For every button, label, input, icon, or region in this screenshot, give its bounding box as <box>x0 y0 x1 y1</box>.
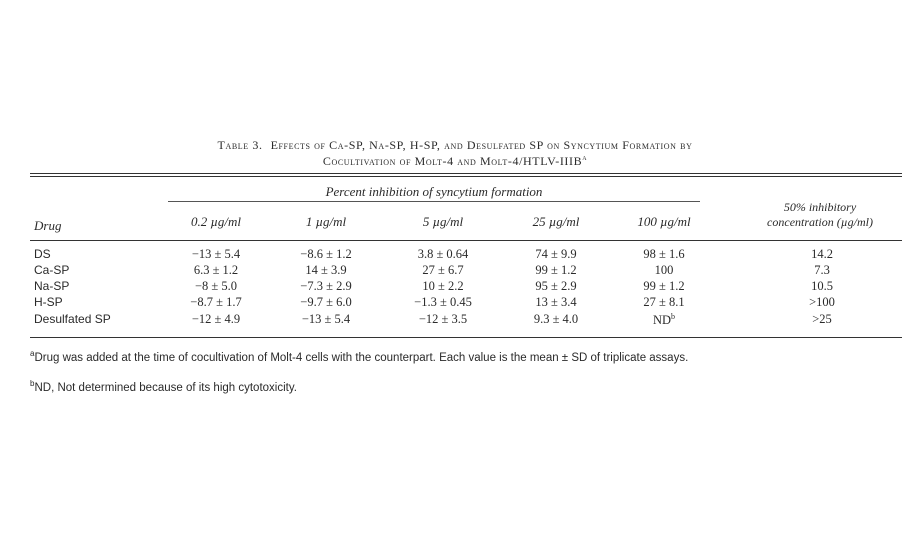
table-row <box>0 295 920 310</box>
nd-value: ND <box>652 313 672 328</box>
table-cell: 14 ± 3.9 <box>305 263 347 277</box>
conc-header-0: 0.2 µg/ml <box>190 214 242 229</box>
table-cell: 3.8 ± 0.64 <box>417 247 469 261</box>
table-cell: −8 ± 5.0 <box>194 279 238 293</box>
drug-name: DS <box>34 247 51 261</box>
footnote-b-text: ND, Not determined because of its high cytotoxicity. <box>34 381 297 394</box>
table-cell-nd <box>614 312 714 328</box>
footnote-a-mark: a <box>30 349 35 358</box>
ic50-cell: >100 <box>809 295 835 309</box>
table-cell: −9.7 ± 6.0 <box>300 295 352 309</box>
title-footnote-mark: a <box>582 153 588 162</box>
table-title-line1 <box>60 138 850 153</box>
ic50-cell: >25 <box>812 312 832 326</box>
table-cell: 10 ± 2.2 <box>422 279 464 293</box>
conc-header-1: 1 µg/ml <box>305 214 347 229</box>
footnote-b-mark: b <box>30 379 35 388</box>
table-row <box>0 279 920 294</box>
table-cell: 13 ± 3.4 <box>535 295 577 309</box>
ic50-cell: 7.3 <box>814 263 830 277</box>
table-cell: 9.3 ± 4.0 <box>533 312 579 326</box>
conc-header-4: 100 µg/ml <box>637 214 691 229</box>
conc-header-2: 5 µg/ml <box>422 214 464 229</box>
table-title-line2 <box>60 153 850 169</box>
footnote-a <box>30 346 902 366</box>
table-row <box>0 263 920 278</box>
drug-name: Na-SP <box>34 279 70 293</box>
table-cell: 6.3 ± 1.2 <box>193 263 239 277</box>
ic50-column-header <box>732 200 908 230</box>
table-cell: −12 ± 4.9 <box>191 312 241 326</box>
table-cell: 74 ± 9.9 <box>535 247 577 261</box>
table-cell: −1.3 ± 0.45 <box>414 295 472 309</box>
bottom-rule <box>30 337 902 338</box>
table-title-text-2: Cocultivation of Molt-4 and Molt-4/HTLV-IIIB <box>322 154 583 168</box>
group-header-rule <box>168 201 700 202</box>
table-row <box>0 312 920 327</box>
ic50-cell: 14.2 <box>811 247 833 261</box>
footnote-a-text: Drug was added at the time of cocultivation of Molt-4 cells with the counterpart. Each value is the mean ± SD of triplicate assays. <box>34 351 689 364</box>
top-rule <box>30 173 902 174</box>
nd-footnote-mark: b <box>671 312 676 321</box>
ic50-cell: 10.5 <box>811 279 833 293</box>
header-rule <box>30 240 902 241</box>
table-cell: −13 ± 5.4 <box>301 312 351 326</box>
table-cell: −12 ± 3.5 <box>418 312 468 326</box>
table-cell: 95 ± 2.9 <box>535 279 577 293</box>
table-cell: 27 ± 8.1 <box>643 295 685 309</box>
table-title-text: Effects of Ca-SP, Na-SP, H-SP, and Desulfated SP on Syncytium Formation by <box>270 138 693 152</box>
drug-name: Desulfated SP <box>34 312 111 326</box>
conc-header-3: 25 µg/ml <box>532 214 580 229</box>
table-label: Table 3. <box>217 138 263 152</box>
drug-name: Ca-SP <box>34 263 70 277</box>
group-header: Percent inhibition of syncytium formation <box>325 184 543 199</box>
footnote-b <box>30 376 902 396</box>
ic50-header-line1: 50% inhibitory <box>783 200 857 214</box>
table-row <box>0 247 920 262</box>
table-cell: 98 ± 1.6 <box>643 247 685 261</box>
table-cell: 99 ± 1.2 <box>535 263 577 277</box>
table-cell: 27 ± 6.7 <box>422 263 464 277</box>
table-cell: 100 <box>654 263 674 277</box>
table-cell: −8.7 ± 1.7 <box>190 295 242 309</box>
drug-column-header: Drug <box>34 218 62 233</box>
table-cell: −7.3 ± 2.9 <box>300 279 352 293</box>
top-rule-double <box>30 176 902 177</box>
drug-name: H-SP <box>34 295 63 309</box>
ic50-header-line2: concentration (µg/ml) <box>767 215 873 229</box>
table-cell: −8.6 ± 1.2 <box>300 247 352 261</box>
table-cell: −13 ± 5.4 <box>191 247 241 261</box>
table-cell: 99 ± 1.2 <box>643 279 685 293</box>
